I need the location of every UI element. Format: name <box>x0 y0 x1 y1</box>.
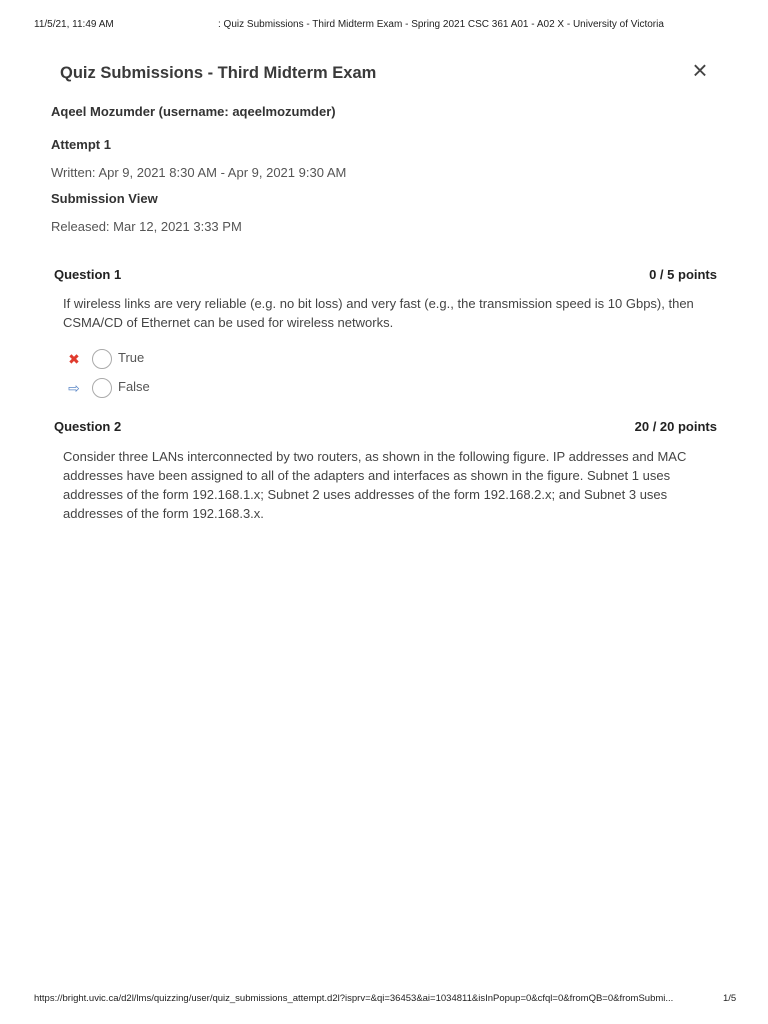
question-1-text: If wireless links are very reliable (e.g. no bit loss) and very fast (e.g., the transmission speed is 10 Gbps), then CSMA/CD of Ethernet can be used for wireless networks. <box>63 296 694 330</box>
question-2-title: Question 2 <box>54 419 122 434</box>
radio-true[interactable] <box>92 349 112 369</box>
correct-answer-arrow-icon: ⇨ <box>68 380 80 396</box>
modal-title: Quiz Submissions - Third Midterm Exam <box>60 64 377 82</box>
question-1-option-true <box>66 349 266 371</box>
question-2-header <box>54 419 717 437</box>
option-label-true: True <box>118 350 145 365</box>
question-1-option-false <box>66 378 266 400</box>
print-footer <box>0 992 768 1006</box>
print-datetime: 11/5/21, 11:49 AM <box>34 19 114 30</box>
submission-view-heading: Submission View <box>51 191 158 206</box>
print-url: https://bright.uvic.ca/d2l/lms/quizzing/user/quiz_submissions_attempt.d2l?isprv=&qi=36453&ai=1034811&isInPopup=0&cfql=0&fromQB=0&fromSubmi... <box>34 993 674 1004</box>
wrong-answer-icon: ✖ <box>68 351 80 367</box>
released-time: Released: Mar 12, 2021 3:33 PM <box>51 219 242 234</box>
question-2-text: Consider three LANs interconnected by two routers, as shown in the following figure. IP addresses and MAC addresses have been assigned to all of the adapters and interfaces as shown in the figure. Subnet 1 uses addresses of the form 192.168.1.x; Subnet 2 uses addresses of the form 192.168.2.x; and Subnet 3 uses addresses of the form 192.168.3.x. <box>63 449 687 521</box>
option-label-false: False <box>118 379 150 394</box>
print-header <box>0 18 768 32</box>
written-time: Written: Apr 9, 2021 8:30 AM - Apr 9, 2021 9:30 AM <box>51 165 347 180</box>
print-doc-title: : Quiz Submissions - Third Midterm Exam - Spring 2021 CSC 361 A01 - A02 X - University of Victoria <box>218 19 664 30</box>
question-2-points: 20 / 20 points <box>634 419 717 434</box>
print-page-number: 1/5 <box>723 993 737 1004</box>
question-1-header <box>54 267 717 285</box>
radio-false[interactable] <box>92 378 112 398</box>
attempt-label: Attempt 1 <box>51 137 111 152</box>
close-icon[interactable]: × <box>692 55 708 85</box>
question-1-points: 0 / 5 points <box>649 267 717 282</box>
question-1-title: Question 1 <box>54 267 122 282</box>
student-name: Aqeel Mozumder (username: aqeelmozumder) <box>51 104 336 119</box>
